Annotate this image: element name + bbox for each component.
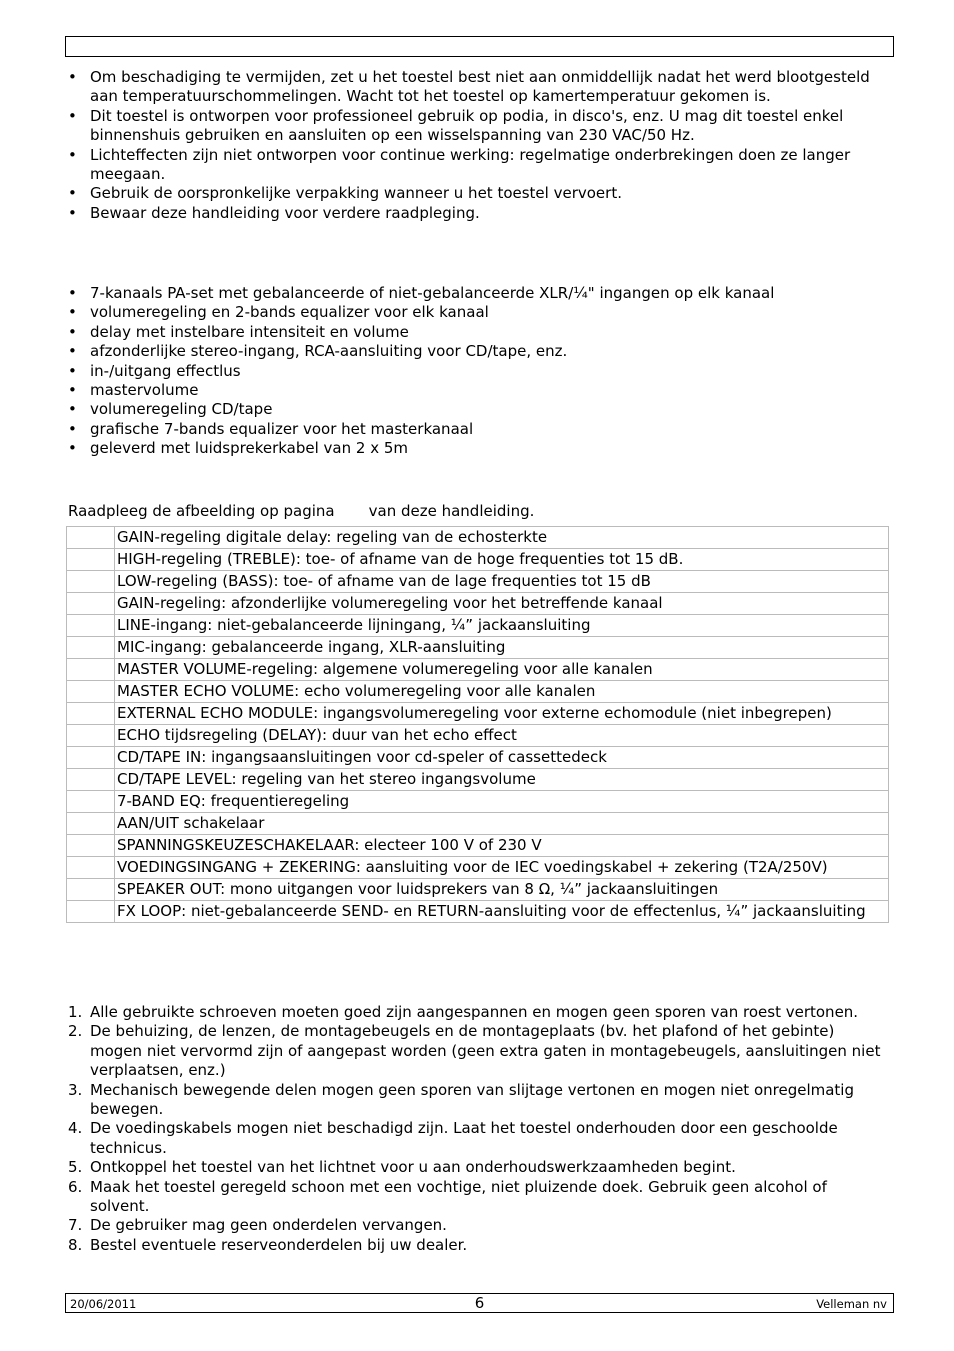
table-row <box>67 659 889 681</box>
table-description-cell: MIC-ingang: gebalanceerde ingang, XLR-aansluiting <box>115 637 889 659</box>
safety-item-text: Lichteffecten zijn niet ontworpen voor continue werking: regelmatige onderbrekingen doen ze langer meegaan. <box>90 145 851 184</box>
list-number: 2. <box>68 1022 83 1041</box>
list-number: 7. <box>68 1216 83 1235</box>
page-footer <box>65 1293 894 1313</box>
bullet-icon: • <box>68 322 77 341</box>
table-description-cell: ECHO tijdsregeling (DELAY): duur van het echo effect <box>115 725 889 747</box>
table-row <box>67 769 889 791</box>
safety-item <box>68 68 890 107</box>
bullet-icon: • <box>68 400 77 419</box>
feature-item-text: delay met instelbare intensiteit en volume <box>90 322 409 341</box>
maintenance-item <box>68 1022 890 1080</box>
table-number-cell <box>67 725 115 747</box>
list-number: 1. <box>68 1003 83 1021</box>
maintenance-item-text: De gebruiker mag geen onderdelen vervangen. <box>90 1216 447 1235</box>
table-description-cell: SPANNINGSKEUZESCHAKELAAR: electeer 100 V of 230 V <box>115 835 889 857</box>
footer-company: Velleman nv <box>816 1297 887 1311</box>
table-description-cell: LOW-regeling (BASS): toe- of afname van de lage frequenties tot 15 dB <box>115 571 889 593</box>
table-number-cell <box>67 791 115 813</box>
maintenance-item <box>68 1158 890 1177</box>
feature-item <box>68 400 890 419</box>
safety-item <box>68 107 890 146</box>
table-description-cell: LINE-ingang: niet-gebalanceerde lijningang, ¼” jackaansluiting <box>115 615 889 637</box>
table-row <box>67 747 889 769</box>
table-number-cell <box>67 659 115 681</box>
bullet-icon: • <box>68 381 77 400</box>
table-row <box>67 835 889 857</box>
feature-item-text: volumeregeling CD/tape <box>90 400 273 419</box>
table-number-cell <box>67 769 115 791</box>
feature-item-text: grafische 7-bands equalizer voor het masterkanaal <box>90 419 474 438</box>
table-row <box>67 879 889 901</box>
table-number-cell <box>67 835 115 857</box>
feature-item-text: geleverd met luidsprekerkabel van 2 x 5m <box>90 439 409 458</box>
table-row <box>67 901 889 923</box>
features-list <box>68 284 890 459</box>
table-description-cell: GAIN-regeling: afzonderlijke volumeregeling voor het betreffende kanaal <box>115 593 889 615</box>
table-number-cell <box>67 549 115 571</box>
maintenance-item <box>68 1216 890 1235</box>
table-number-cell <box>67 857 115 879</box>
safety-list <box>68 68 890 223</box>
table-description-cell: EXTERNAL ECHO MODULE: ingangsvolumeregeling voor externe echomodule (niet inbegrepen) <box>115 703 889 725</box>
maintenance-list <box>68 1003 890 1255</box>
safety-item <box>68 184 890 203</box>
table-row <box>67 681 889 703</box>
list-number: 5. <box>68 1158 83 1177</box>
description-intro-after: van deze handleiding. <box>368 502 535 520</box>
feature-item-text: 7-kanaals PA-set met gebalanceerde of niet-gebalanceerde XLR/¼" ingangen op elk kanaal <box>90 284 775 302</box>
table-row <box>67 571 889 593</box>
table-number-cell <box>67 703 115 725</box>
table-number-cell <box>67 747 115 769</box>
feature-item <box>68 381 890 400</box>
table-description-cell: HIGH-regeling (TREBLE): toe- of afname van de hoge frequenties tot 15 dB. <box>115 549 889 571</box>
table-description-cell: SPEAKER OUT: mono uitgangen voor luidsprekers van 8 Ω, ¼” jackaansluitingen <box>115 879 889 901</box>
table-row <box>67 813 889 835</box>
table-number-cell <box>67 615 115 637</box>
safety-item-text: Bewaar deze handleiding voor verdere raadpleging. <box>90 203 480 222</box>
table-description-cell: AAN/UIT schakelaar <box>115 813 889 835</box>
table-number-cell <box>67 681 115 703</box>
maintenance-item-text: Bestel eventuele reserveonderdelen bij uw dealer. <box>90 1235 468 1254</box>
table-row <box>67 615 889 637</box>
table-row <box>67 725 889 747</box>
list-number: 4. <box>68 1119 83 1138</box>
bullet-icon: • <box>68 284 77 302</box>
footer-page-number: 6 <box>474 1294 485 1312</box>
table-row <box>67 857 889 879</box>
bullet-icon: • <box>68 361 77 380</box>
table-number-cell <box>67 813 115 835</box>
table-number-cell <box>67 527 115 549</box>
bullet-icon: • <box>68 303 77 322</box>
table-number-cell <box>67 901 115 923</box>
feature-item <box>68 303 890 322</box>
description-intro-before: Raadpleeg de afbeelding op pagina <box>68 502 335 520</box>
table-row <box>67 549 889 571</box>
list-number: 3. <box>68 1080 83 1099</box>
list-number: 6. <box>68 1177 83 1196</box>
bullet-icon: • <box>68 342 77 361</box>
maintenance-item-text: De behuizing, de lenzen, de montagebeugels en de montageplaats (bv. het plafond of het gebinte) mogen niet vervormd zijn of aangepast worden (geen extra gaten in montagebeugels, aansluitingen niet verplaatsen, enz.) <box>90 1022 881 1080</box>
table-description-cell: MASTER ECHO VOLUME: echo volumeregeling voor alle kanalen <box>115 681 889 703</box>
maintenance-item-text: Maak het toestel geregeld schoon met een vochtige, niet pluizende doek. Gebruik geen alcohol of solvent. <box>90 1177 827 1216</box>
feature-item <box>68 284 890 303</box>
table-number-cell <box>67 571 115 593</box>
bullet-icon: • <box>68 439 77 458</box>
table-description-cell: GAIN-regeling digitale delay: regeling van de echosterkte <box>115 527 889 549</box>
bullet-icon: • <box>68 184 77 203</box>
description-intro <box>68 502 534 521</box>
footer-date: 20/06/2011 <box>70 1297 137 1311</box>
table-number-cell <box>67 879 115 901</box>
bullet-icon: • <box>68 106 77 125</box>
table-description-cell: FX LOOP: niet-gebalanceerde SEND- en RETURN-aansluiting voor de effectenlus, ¼” jackaansluiting <box>115 901 889 923</box>
description-table <box>66 526 889 923</box>
feature-item-text: afzonderlijke stereo-ingang, RCA-aansluiting voor CD/tape, enz. <box>90 342 568 361</box>
feature-item-text: volumeregeling en 2-bands equalizer voor elk kanaal <box>90 303 489 322</box>
table-row <box>67 637 889 659</box>
table-description-cell: CD/TAPE IN: ingangsaansluitingen voor cd-speler of cassettedeck <box>115 747 889 769</box>
table-row <box>67 703 889 725</box>
table-description-cell: CD/TAPE LEVEL: regeling van het stereo ingangsvolume <box>115 769 889 791</box>
safety-item-text: Gebruik de oorspronkelijke verpakking wanneer u het toestel vervoert. <box>90 184 622 203</box>
table-description-cell: MASTER VOLUME-regeling: algemene volumeregeling voor alle kanalen <box>115 659 889 681</box>
feature-item <box>68 439 890 458</box>
maintenance-item-text: De voedingskabels mogen niet beschadigd zijn. Laat het toestel onderhouden door een geschoolde technicus. <box>90 1119 838 1157</box>
safety-item <box>68 146 890 185</box>
maintenance-item-text: Mechanisch bewegende delen mogen geen sporen van slijtage vertonen en mogen niet onregelmatig bewegen. <box>90 1080 854 1119</box>
maintenance-item <box>68 1119 890 1158</box>
feature-item <box>68 362 890 381</box>
feature-item <box>68 420 890 439</box>
bullet-icon: • <box>68 145 77 164</box>
maintenance-item <box>68 1178 890 1217</box>
table-number-cell <box>67 593 115 615</box>
feature-item-text: in-/uitgang effectlus <box>90 361 241 380</box>
table-row <box>67 527 889 549</box>
feature-item <box>68 342 890 361</box>
safety-item <box>68 204 890 223</box>
header-box <box>65 36 894 57</box>
maintenance-item-text: Alle gebruikte schroeven moeten goed zijn aangespannen en mogen geen sporen van roest vertonen. <box>90 1003 859 1021</box>
feature-item <box>68 323 890 342</box>
maintenance-item-text: Ontkoppel het toestel van het lichtnet voor u aan onderhoudswerkzaamheden begint. <box>90 1158 736 1177</box>
list-number: 8. <box>68 1235 83 1254</box>
bullet-icon: • <box>68 68 77 86</box>
safety-item-text: Om beschadiging te vermijden, zet u het toestel best niet aan onmiddellijk nadat het werd blootgesteld aan temperatuurschommelingen. Wacht tot het toestel op kamertemperatuur gekomen is. <box>90 68 870 106</box>
bullet-icon: • <box>68 419 77 438</box>
maintenance-item <box>68 1003 890 1022</box>
table-description-cell: VOEDINGSINGANG + ZEKERING: aansluiting voor de IEC voedingskabel + zekering (T2A/250V) <box>115 857 889 879</box>
bullet-icon: • <box>68 203 77 222</box>
table-number-cell <box>67 637 115 659</box>
table-description-cell: 7-BAND EQ: frequentieregeling <box>115 791 889 813</box>
table-row <box>67 593 889 615</box>
maintenance-item <box>68 1081 890 1120</box>
maintenance-item <box>68 1236 890 1255</box>
feature-item-text: mastervolume <box>90 381 199 400</box>
safety-item-text: Dit toestel is ontworpen voor professioneel gebruik op podia, in disco's, enz. U mag dit toestel enkel binnenshuis gebruiken en aansluiten op een wisselspanning van 230 VAC/50 Hz. <box>90 106 844 145</box>
table-row <box>67 791 889 813</box>
